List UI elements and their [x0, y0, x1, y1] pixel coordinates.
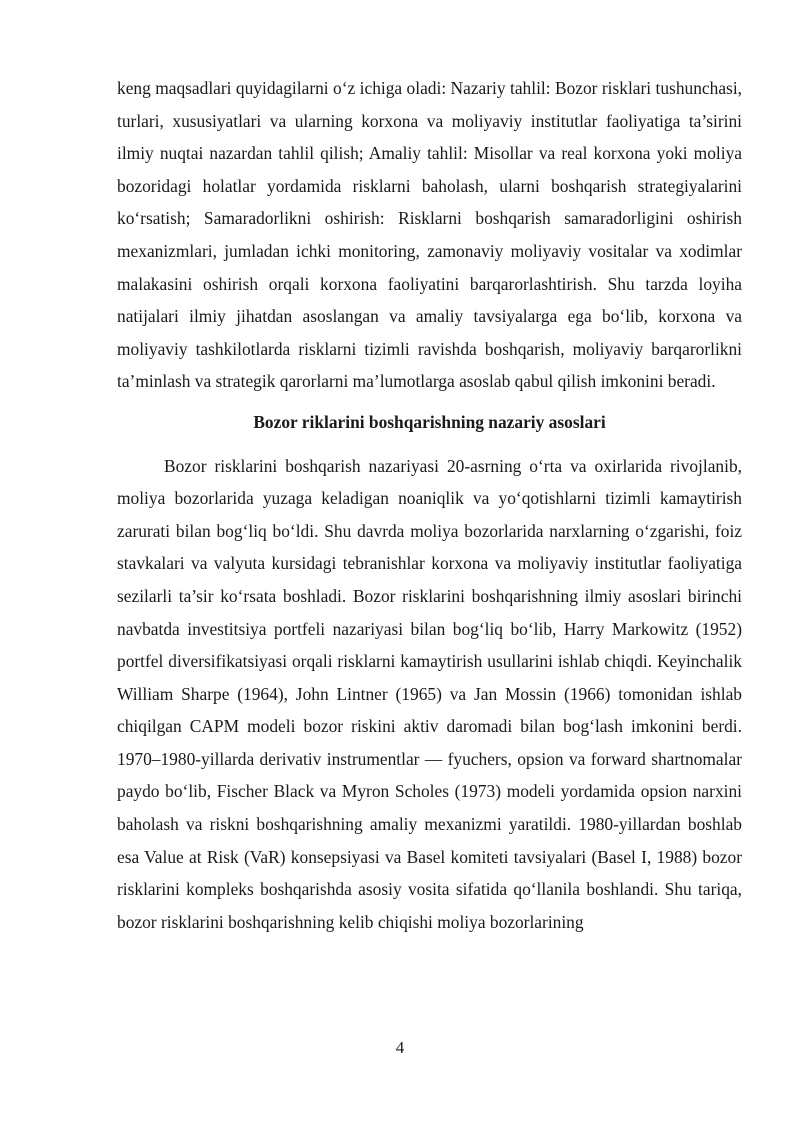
- body-paragraph-intro: keng maqsadlari quyidagilarni o‘z ichiga oladi: Nazariy tahlil: Bozor risklari tushunchasi, turlari, xususiyatlari va ularning korxona va moliyaviy institutlar faoliyatiga ta’sirini ilmiy nuqtai nazardan tahlil qilish; Amaliy tahlil: Misollar va real korxona yoki moliya bozoridagi holatlar yordamida risklarni baholash, ularni boshqarish strategiyalarini ko‘rsatish; Samaradorlikni oshirish: Risklarni boshqarish samaradorligini oshirish mexanizmlari, jumladan ichki monitoring, zamonaviy moliyaviy vositalar va xodimlar malakasini oshirish orqali korxona faoliyatini barqarorlashtirish. Shu tarzda loyiha natijalari ilmiy jihatdan asoslangan va amaliy tavsiyalarga ega bo‘lib, korxona va moliyaviy tashkilotlarda risklarni tizimli ravishda boshqarish, moliyaviy barqarorlikni ta’minlash va strategik qarorlarni ma’lumotlarga asoslab qabul qilish imkonini beradi.: [117, 78, 742, 392]
- body-paragraph-theory: Bozor risklarini boshqarish nazariyasi 20-asrning o‘rta va oxirlarida rivojlanib, moliya bozorlarida yuzaga keladigan noaniqlik va yo‘qotishlarni tizimli kamaytirish zarurati bilan bog‘liq bo‘ldi. Shu davrda moliya bozorlarida narxlarning o‘zgarishi, foiz stavkalari va valyuta kursidagi tebranishlar korxona va moliyaviy institutlar faoliyatiga sezilarli ta’sir ko‘rsata boshladi. Bozor risklarini boshqarishning ilmiy asoslari birinchi navbatda investitsiya portfeli nazariyasi bilan bog‘liq bo‘lib, Harry Markowitz (1952) portfel diversifikatsiyasi orqali risklarni kamaytirish usullarini ishlab chiqdi. Keyinchalik William Sharpe (1964), John Lintner (1965) va Jan Mossin (1966) tomonidan ishlab chiqilgan CAPM modeli bozor riskini aktiv daromadi bilan bog‘lash imkonini berdi. 1970–1980-yillarda derivativ instrumentlar — fyuchers, opsion va forward shartnomalar paydo bo‘lib, Fischer Black va Myron Scholes (1973) modeli yordamida opsion narxini baholash va riskni boshqarishning amaliy mexanizmi yaratildi. 1980-yillardan boshlab esa Value at Risk (VaR) konsepsiyasi va Basel komiteti tavsiyalari (Basel I, 1988) bozor risklarini kompleks boshqarishda asosiy vosita sifatida qo‘llanila boshlandi. Shu tariqa, bozor risklarini boshqarishning kelib chiqishi moliya bozorlarining: [117, 455, 742, 932]
- document-page: [117, 72, 742, 938]
- page-number: 4: [395, 1038, 405, 1057]
- section-heading: Bozor riklarini boshqarishning nazariy asoslari: [253, 411, 606, 432]
